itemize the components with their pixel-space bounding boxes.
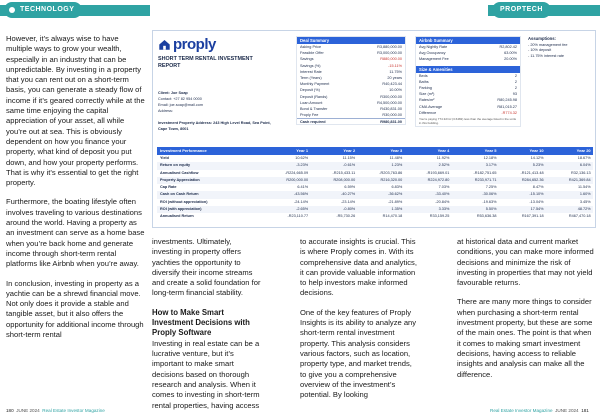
table-cell: 14.12% [530,156,544,160]
airbnb-summary-table [415,36,521,127]
table-cell: -R121,413.48 [520,170,544,175]
row-label: ROI (without appreciation) [160,199,208,204]
assumption-item: - 20% management fee [528,42,568,47]
column-header: Year 4 [437,148,450,153]
article-column-3 [300,237,418,409]
row-label: Parking [419,85,432,90]
row-label: Deposit (Rands) [300,94,328,99]
table-cell: 6.83% [391,185,403,190]
table-row [157,191,593,198]
article-column-1 [6,34,146,349]
bullet-icon [9,7,15,13]
table-cell: 5.23% [532,163,544,168]
row-label: Baths [419,79,429,84]
row-label: Avg Occupancy [419,51,446,56]
table-cell: R233,971.71 [474,177,497,182]
row-value: -15.11% [388,63,402,68]
column-header: Year 3 [390,148,403,153]
row-label: Interest Rate [300,69,322,74]
table-cell: -23.14% [341,199,356,204]
column-header: Year 2 [343,148,356,153]
client-contact: Contact: +27 82 954 0000 [158,97,202,101]
table-cell: -24.14% [293,199,309,204]
table-cell: -R5,730.26 [336,214,356,219]
magazine-name: Real Estate Investor Magazine [490,408,553,413]
row-value: R40,423.44 [382,82,402,87]
table-row [157,206,593,213]
table-row [157,155,593,162]
row-label: CMA Average [419,104,443,109]
table-cell: 1.60% [579,192,591,197]
table-cell: -R215,433.11 [332,170,356,175]
magazine-name: Real Estate Investor Magazine [42,408,105,413]
table-row [157,199,593,206]
row-label: Yield [160,156,169,160]
row-value: R4,500,000.00 [377,100,402,105]
table-cell: -R193,669.01 [426,170,450,175]
table-cell: R53,636.38 [476,214,497,219]
row-label: Asking Price [300,45,322,49]
table-cell: 8.47% [532,185,544,190]
table-cell: 7.03% [438,185,450,190]
comparison-note: You're paying 774.32/m² (3.6482) less than the average listed in the units in this building. [419,116,517,125]
row-label: Feasible Offer [300,51,324,56]
paragraph: to accurate insights is crucial. This is where Proply comes in. With its comprehensive data and analytics, it can provide valuable information to help investors make informed decisions. [300,237,417,298]
table-head: Deal Summary [297,37,405,44]
table-row [157,162,593,169]
table-header-row [157,147,593,155]
row-label: Cap Rate [160,185,177,190]
table-cell: 48.72% [577,207,591,212]
table-head: Size & Amenities [416,66,520,73]
table-head: Airbnb Summary [416,37,520,44]
row-label: Annualised Return [160,214,194,219]
row-value: -R774.32 [501,110,517,115]
row-value: 2 [514,73,517,78]
logo-text: proply [173,36,216,53]
table-cell: -13.04% [529,199,544,204]
row-value: 20 years [387,75,402,80]
section-tag-label: TECHNOLOGY [20,6,75,13]
deal-summary-table [296,36,406,125]
table-cell: 11.15% [342,156,356,160]
table-cell: 1.35% [391,207,403,212]
table-cell: R32,136.13 [571,170,591,175]
table-cell: 3.33% [438,207,450,212]
row-value: R2,802.42 [499,45,517,49]
table-cell: R421,369.84 [568,177,591,182]
row-label: Property Appreciation [160,177,200,182]
table-cell: R467,470.18 [568,214,591,219]
table-row [157,177,593,184]
table-cell: -30.06% [482,192,497,197]
property-address: Investment Property Address: 243 High Level Road, Sea Point, Cape Town, 8001 [158,121,271,131]
house-icon [158,38,171,51]
table-cell: 6.59% [344,185,356,190]
row-value: R3,880,000.00 [377,45,402,49]
page-number: 180 [6,408,14,413]
row-value: 2 [514,85,517,90]
table-cell: -R182,751.65 [473,170,497,175]
table-cell: -20.84% [435,199,450,204]
row-label: Avg Nightly Rate [419,45,448,49]
row-value: 20.00% [504,57,517,62]
table-cell: -19.63% [482,199,497,204]
table-cell: -33.40% [435,192,450,197]
investment-performance-table [157,147,593,221]
table-row [297,118,405,124]
client-name: Client: Joe Soap [158,91,188,95]
table-cell: -2.65% [296,207,309,212]
issue-date: JUNE 2024 [16,408,40,413]
row-label: ROI (with appreciation) [160,207,202,212]
table-cell: -R23,110.77 [287,214,309,219]
assumption-item: - 10% deposit [528,48,552,53]
page-number: 181 [581,408,589,413]
section-tag-label: PROPTECH [500,6,543,13]
row-label: Rates/m² [419,98,435,103]
paragraph: at historical data and current market conditions, you can make more informed decisions and minimize the risk of investing in properties that may not yield favourable returns. [457,237,594,288]
paragraph: Investing in real estate can be a lucrative venture, but it’s important to make smart decisions based on thorough research and analysis. When it comes to investing in short-term rental properties, having access [152,338,260,410]
row-label: Difference [419,110,437,115]
paragraph: One of the key features of Proply Insights is its ability to analyze any short-term rental investment property. This analysis considers various factors, such as location, property type, and market trends, to give you a comprehensive overview of the investment’s potential. By looking [300,307,417,400]
table-cell: -43.56% [293,192,309,197]
row-value: 10.00% [389,88,402,93]
table-cell: R167,391.18 [521,214,544,219]
client-details [158,90,276,132]
row-label: Size (m²) [419,92,435,97]
paragraph: There are many more things to consider when purchasing a short-term rental investment property, but these are some of the main ones. The point is that when it comes to making smart investment decisions, having access to reliable insights and analysis can make all the difference. [457,297,593,379]
client-email: Email: joe.soap@mail.com [158,103,204,107]
paragraph: investments. Ultimately, investing in property offers yachties the opportunity to diversify their income streams and create a solid foundation for long-term financial stability. [152,237,261,298]
client-address-label: Address: [158,109,173,113]
section-tag-proptech [492,2,551,18]
table-cell: -36.62% [388,192,403,197]
table-cell: R33,159.25 [429,214,450,219]
column-header: Year 20 [576,148,591,153]
report-title: SHORT TERM RENTAL INVESTMENT REPORT [158,56,253,69]
section-tag-technology [4,2,82,18]
row-label: Annualised Cashflow [160,170,199,175]
row-label: Cash required [300,120,326,125]
article-column-2 [152,237,262,419]
table-cell: R284,652.36 [521,177,544,182]
row-label: Loan Amount [300,100,323,105]
column-header: Year 1 [296,148,309,153]
footer-left [6,408,105,413]
assumption-item: - 11.75% interest rate [528,53,565,58]
row-value: 63.00% [504,51,517,56]
row-label: Term (Years) [300,75,322,80]
table-cell: -21.89% [388,199,403,204]
row-value: 93 [512,92,517,97]
row-label: Return on equity [160,163,191,168]
footer-right [490,408,589,413]
paragraph: Furthermore, the boating lifestyle often involves traveling to various destinations around the world. Having a property as an investment can serve as a home base when you’re back home and generate income through short-term rental platforms like Airbnb when you’re away. [6,197,145,269]
table-cell: -15.10% [529,192,544,197]
row-label: Monthly Payment [300,82,330,87]
table-cell: -R203,763.86 [379,170,403,175]
row-value: R980,831.00 [380,120,402,125]
row-value: 11.75% [389,69,402,74]
table-row [157,170,593,177]
row-label: Proply Fee [300,113,319,118]
row-value: R3,000,000.00 [377,51,402,56]
table-cell: R200,000.00 [286,177,309,182]
row-label: Bond & Transfer [300,106,328,111]
table-cell: 2.52% [438,163,450,168]
table-cell: R208,000.00 [333,177,356,182]
table-cell: R14,470.18 [382,214,403,219]
table-cell: R224,972.80 [427,177,450,182]
investment-report-figure [152,30,596,228]
paragraph: In conclusion, investing in property as a yachtie can be a shrewd financial move. Not only does it provide a stable and tangible asset, but it also offers the opportunity for additional income through short-term rental [6,278,144,340]
table-cell: 11.48% [389,156,403,160]
table-cell: 3.45% [579,199,591,204]
subheading: How to Make Smart Investment Decisions with Proply Software [152,307,250,337]
table-cell: 1.23% [391,163,403,168]
issue-date: JUNE 2024 [555,408,579,413]
column-header: Year 10 [529,148,544,153]
row-label: Beds [419,73,428,78]
table-cell: -40.27% [341,192,356,197]
assumptions-list [528,36,594,59]
row-value: R430,831.00 [380,106,402,111]
table-cell: 17.54% [530,207,544,212]
paragraph: However, it’s always wise to have multiple ways to grow your wealth, especially in an industry that can be unpredictable. By investing in a property that you can rent out on a short-term basis, you can generate a steady flow of income if it’s geared correctly while at the same time enjoying the capital appreciation of your asset, all while you’re out at sea. This is obviously dependent on how you finance your property, what kind of deposit you put down, and how your property performs. That is why it’s essential to get the right property. [6,34,145,188]
table-cell: 10.62% [295,156,309,160]
table-cell: 5.50% [485,207,497,212]
table-row [416,56,520,62]
row-value: R30,000.00 [382,113,402,118]
row-label: Savings (%) [300,63,321,68]
row-label: Savings [300,57,314,62]
table-cell: 12.18% [483,156,497,160]
row-value: R81,015.27 [497,104,517,109]
table-row [157,184,593,191]
row-value: R80,245.98 [497,98,517,103]
section-header-bar [0,0,600,22]
table-row [157,213,593,220]
row-label: Cash on Cash Return [160,192,199,197]
row-label: Management Fee [419,57,449,62]
table-cell: -0.80% [343,207,356,212]
table-cell: 11.54% [578,185,591,190]
table-cell: -0.61% [343,163,356,168]
row-value: 2 [514,79,517,84]
table-cell: 6.41% [297,185,309,190]
assumptions-head: Assumptions: [528,36,556,41]
column-header: Investment Performance [160,148,207,153]
table-cell: 3.17% [485,163,497,168]
column-header: Year 5 [484,148,497,153]
report-brand [158,36,268,70]
row-value: R300,000.00 [380,94,402,99]
table-cell: 7.25% [485,185,497,190]
row-value: R880,000.00 [380,57,402,62]
table-cell: 11.92% [436,156,450,160]
proply-logo [158,36,268,53]
table-cell: R216,320.00 [380,177,403,182]
row-label: Deposit (%) [300,88,320,93]
table-cell: -R224,665.09 [285,170,309,175]
table-cell: -3.23% [296,163,309,168]
table-cell: 18.67% [577,156,591,160]
article-column-4 [457,237,595,389]
table-cell: 6.04% [579,163,591,168]
